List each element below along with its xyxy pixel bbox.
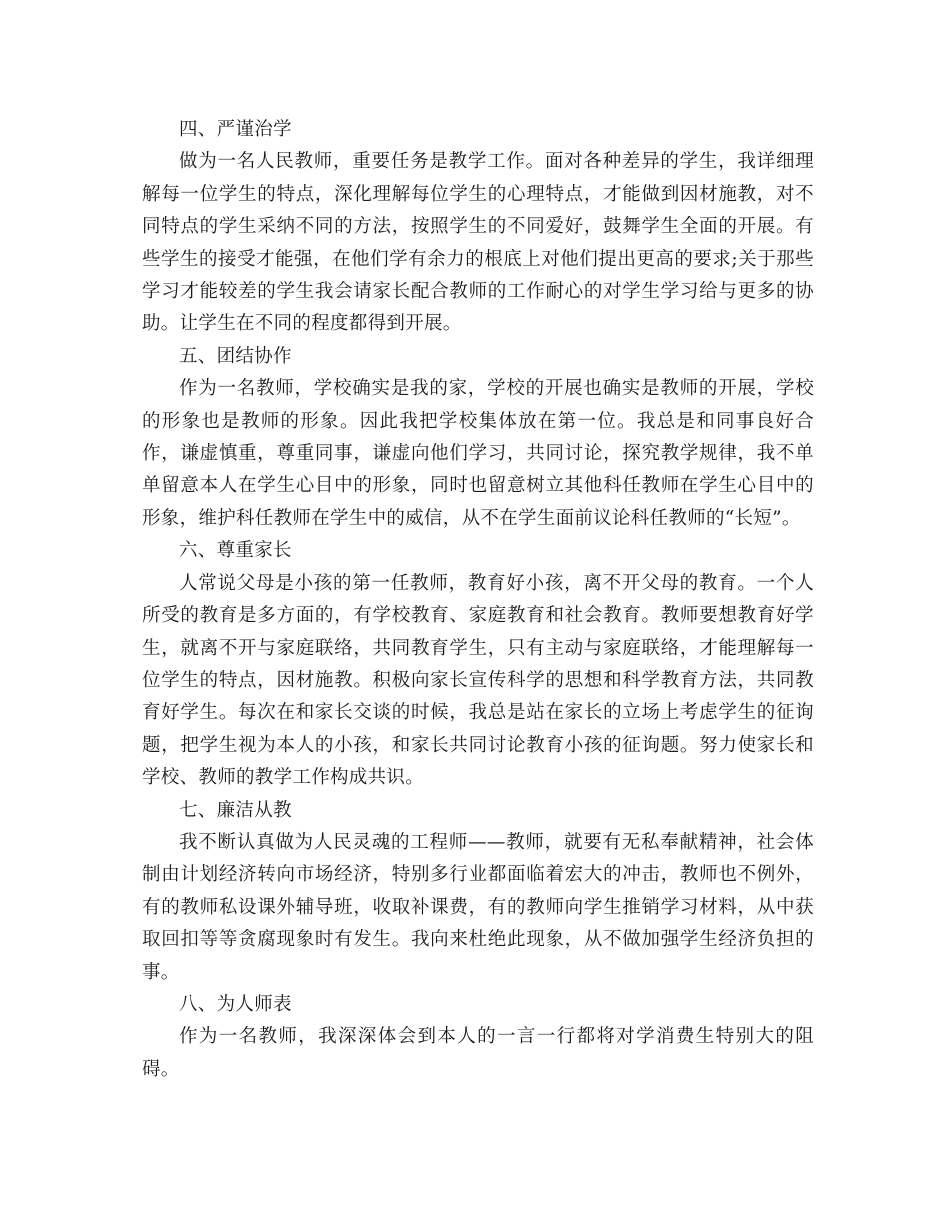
section-paragraph: 做为一名人民教师，重要任务是教学工作。面对各种差异的学生，我详细理解每一位学生的特点，深化理解每位学生的心理特点，才能做到因材施教，对不同特点的学生采纳不同的方法，按照学生的不同爱好，鼓舞学生全面的开展。有些学生的接受才能强，在他们学有余力的根底上对他们提出更高的要求;关于那些学习才能较差的学生我会请家长配合教师的工作耐心的对学生学习给与更多的协助。让学生在不同的程度都得到开展。 — [142, 151, 814, 335]
document-body — [142, 114, 814, 1086]
section-paragraph: 作为一名教师，学校确实是我的家，学校的开展也确实是教师的开展，学校的形象也是教师的形象。因此我把学校集体放在第一位。我总是和同事良好合作，谦虚慎重，尊重同事，谦虚向他们学习，共同讨论，探究教学规律，我不单单留意本人在学生心目中的形象，同时也留意树立其他科任教师在学生心目中的形象，维护科任教师在学生中的威信，从不在学生面前议论科任教师的“长短”。 — [142, 378, 814, 529]
section-heading: 六、尊重家长 — [179, 540, 292, 562]
section-paragraph: 我不断认真做为人民灵魂的工程师——教师，就要有无私奉献精神，社会体制由计划经济转向市场经济，特别多行业都面临着宏大的冲击，教师也不例外，有的教师私设课外辅导班，收取补课费，有的教师向学生推销学习材料，从中获取回扣等等贪腐现象时有发生。我向来杜绝此现象，从不做加强学生经济负担的事。 — [142, 831, 814, 983]
section-heading: 四、严谨治学 — [179, 119, 292, 140]
section-heading: 八、为人师表 — [179, 993, 292, 1015]
section-rigorous-study — [142, 114, 814, 341]
section-integrity — [142, 795, 814, 989]
section-heading: 七、廉洁从教 — [179, 799, 292, 821]
section-paragraph: 作为一名教师，我深深体会到本人的一言一行都将对学消费生特别大的阻碍。 — [142, 1026, 814, 1080]
section-heading: 五、团结协作 — [179, 345, 292, 367]
section-teamwork — [142, 341, 814, 535]
section-respect-parents — [142, 535, 814, 794]
section-role-model — [142, 989, 814, 1086]
section-paragraph: 人常说父母是小孩的第一任教师，教育好小孩，离不开父母的教育。一个人所受的教育是多方面的，有学校教育、家庭教育和社会教育。教师要想教育好学生，就离不开与家庭联络，共同教育学生，只有主动与家庭联络，才能理解每一位学生的特点，因材施教。积极向家长宣传科学的思想和科学教育方法，共同教育好学生。每次在和家长交谈的时候，我总是站在家长的立场上考虑学生的征询题，把学生视为本人的小孩，和家长共同讨论教育小孩的征询题。努力使家长和学校、教师的教学工作构成共识。 — [142, 572, 814, 789]
